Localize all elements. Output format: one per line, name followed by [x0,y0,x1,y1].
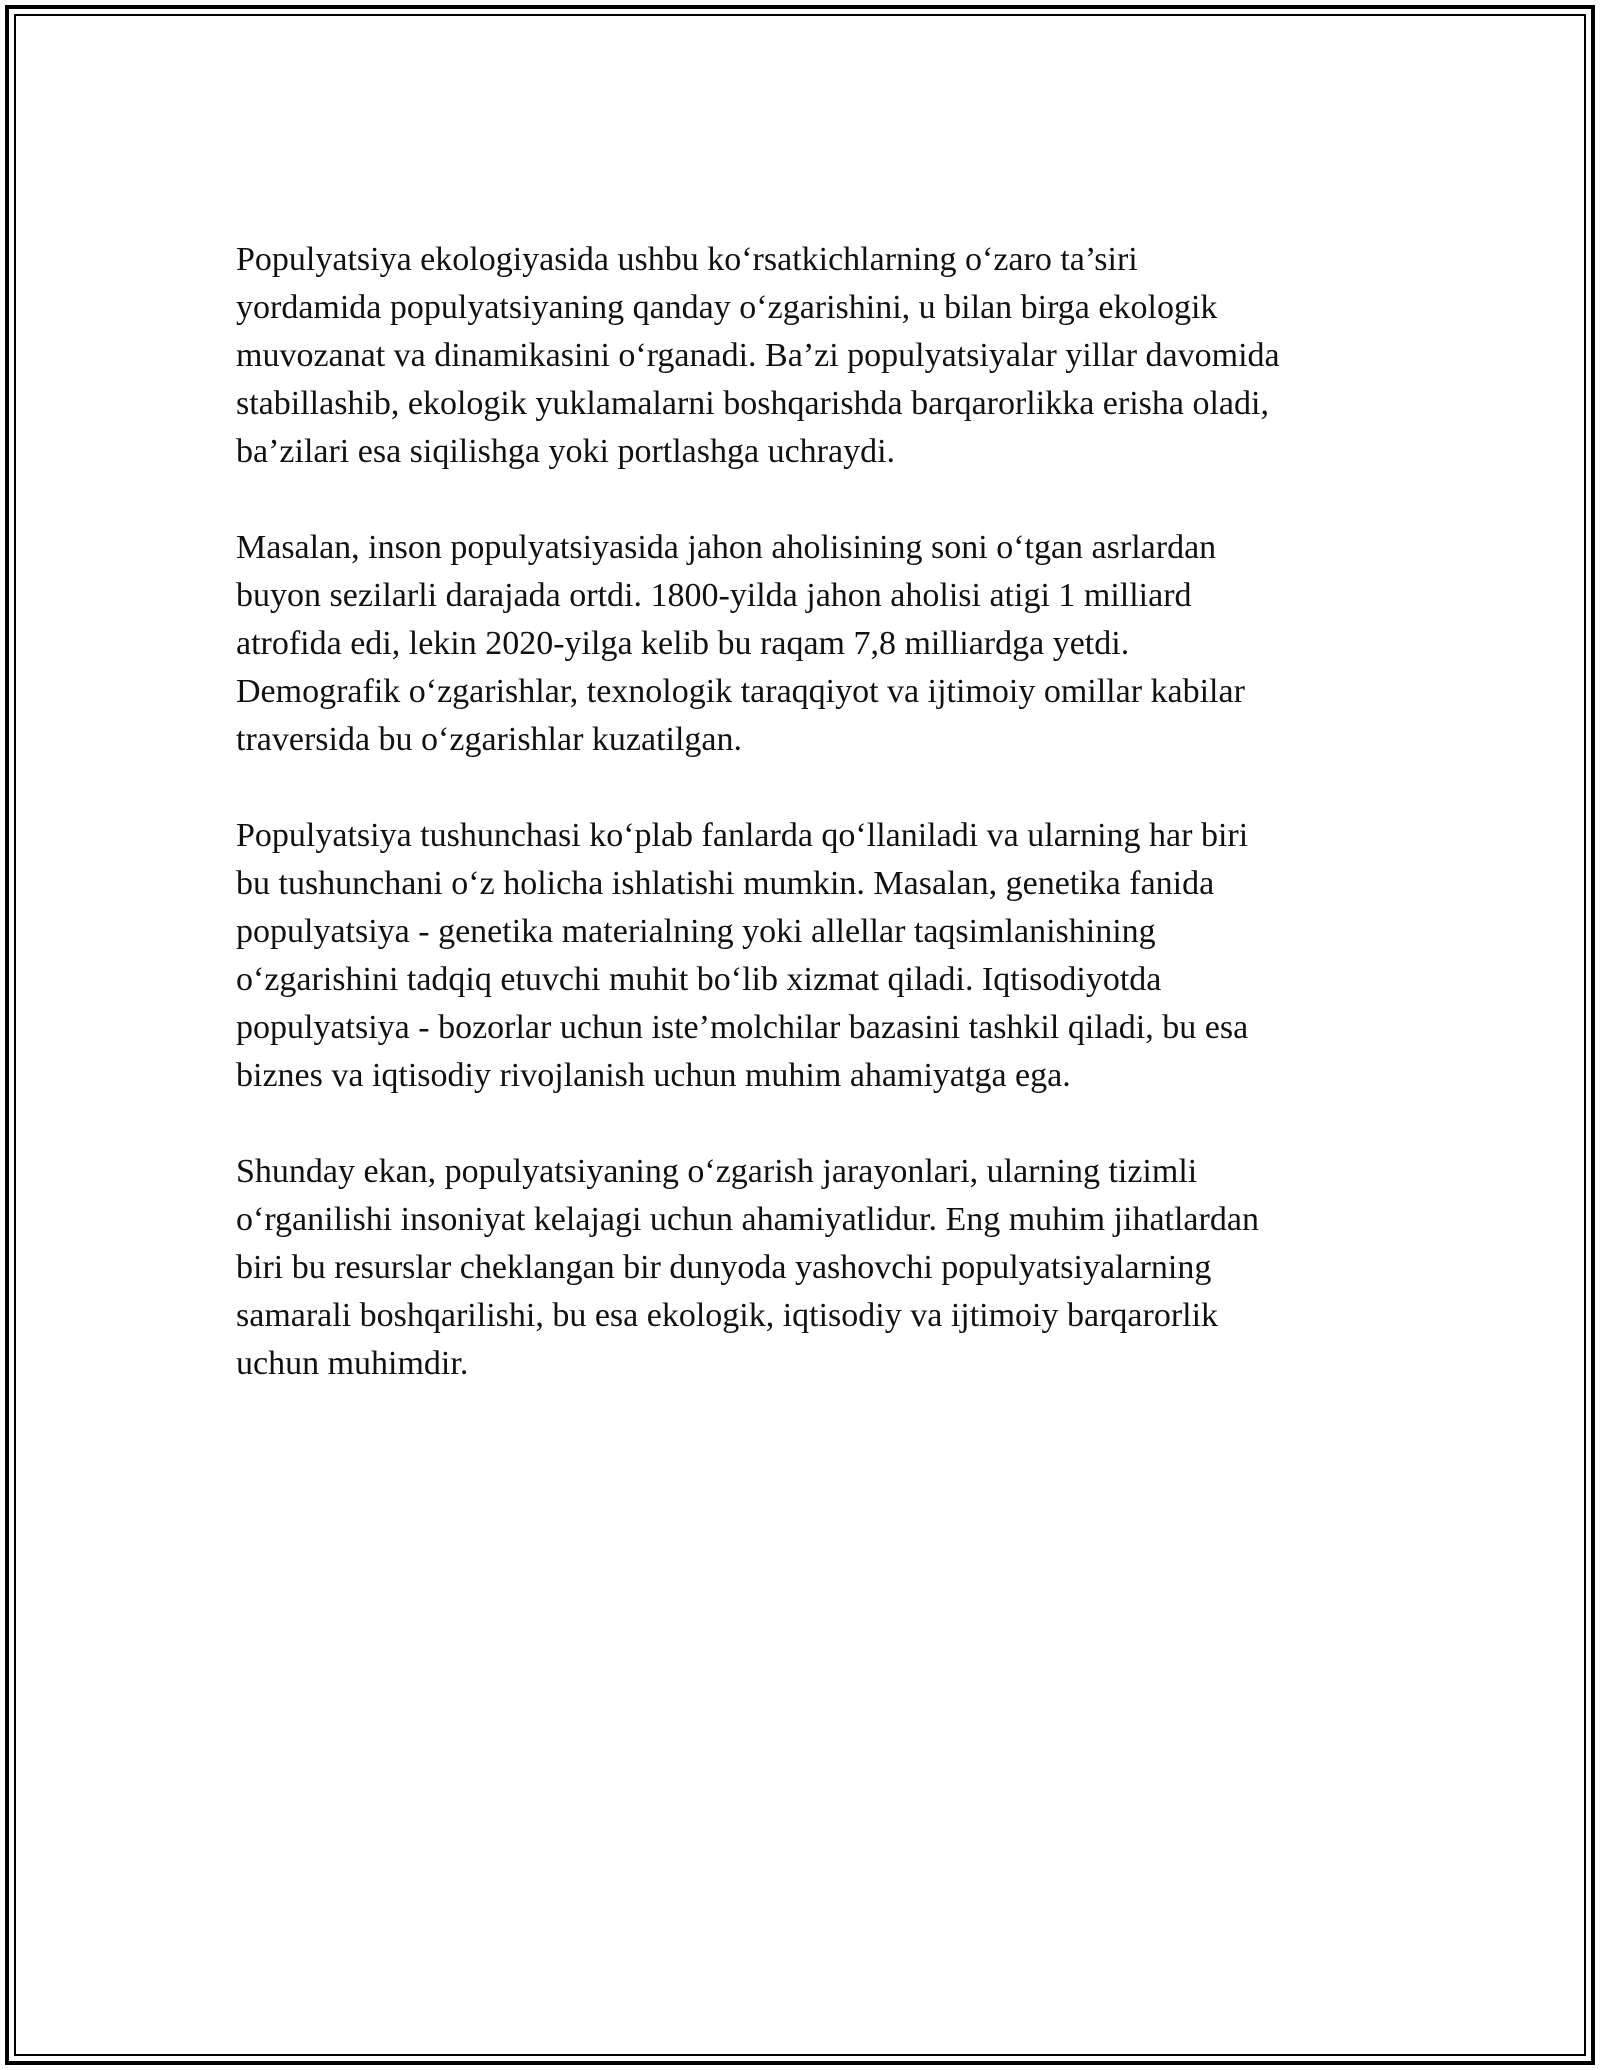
text-line: Demografik o‘zgarishlar, texnologik taraqqiyot va ijtimoiy omillar kabilar [236,673,1245,710]
text-line: biri bu resurslar cheklangan bir dunyoda yashovchi populyatsiyalarning [236,1249,1212,1286]
text-line: Masalan, inson populyatsiyasida jahon aholisining soni o‘tgan asrlardan [236,529,1217,566]
document-body [236,236,1376,1436]
text-line: muvozanat va dinamikasini o‘rganadi. Ba’zi populyatsiyalar yillar davomida [236,337,1280,374]
text-line: bu tushunchani o‘z holicha ishlatishi mumkin. Masalan, genetika fanida [236,865,1215,902]
paragraph-2 [236,524,1376,764]
text-line: biznes va iqtisodiy rivojlanish uchun muhim ahamiyatga ega. [236,1057,1071,1094]
text-line: Shunday ekan, populyatsiyaning o‘zgarish jarayonlari, ularning tizimli [236,1153,1198,1190]
text-line: populyatsiya - bozorlar uchun iste’molchilar bazasini tashkil qiladi, bu esa [236,1009,1249,1046]
text-line: Populyatsiya tushunchasi ko‘plab fanlarda qo‘llaniladi va ularning har biri [236,817,1249,854]
text-line: buyon sezilarli darajada ortdi. 1800-yilda jahon aholisi atigi 1 milliard [236,577,1192,614]
paragraph-1 [236,236,1376,476]
text-line: stabillashib, ekologik yuklamalarni boshqarishda barqarorlikka erisha oladi, [236,385,1269,422]
text-line: ba’zilari esa siqilishga yoki portlashga uchraydi. [236,433,896,470]
paragraph-4 [236,1148,1376,1388]
text-line: yordamida populyatsiyaning qanday o‘zgarishini, u bilan birga ekologik [236,289,1218,326]
text-line: atrofida edi, lekin 2020-yilga kelib bu raqam 7,8 milliardga yetdi. [236,625,1130,662]
paragraph-3 [236,812,1376,1100]
text-line: Populyatsiya ekologiyasida ushbu ko‘rsatkichlarning o‘zaro ta’siri [236,241,1138,278]
text-line: o‘zgarishini tadqiq etuvchi muhit bo‘lib xizmat qiladi. Iqtisodiyotda [236,961,1162,998]
text-line: populyatsiya - genetika materialning yoki allellar taqsimlanishining [236,913,1156,950]
text-line: o‘rganilishi insoniyat kelajagi uchun ahamiyatlidur. Eng muhim jihatlardan [236,1201,1259,1238]
text-line: traversida bu o‘zgarishlar kuzatilgan. [236,721,743,758]
text-line: uchun muhimdir. [236,1345,469,1382]
text-line: samarali boshqarilishi, bu esa ekologik, iqtisodiy va ijtimoiy barqarorlik [236,1297,1219,1334]
